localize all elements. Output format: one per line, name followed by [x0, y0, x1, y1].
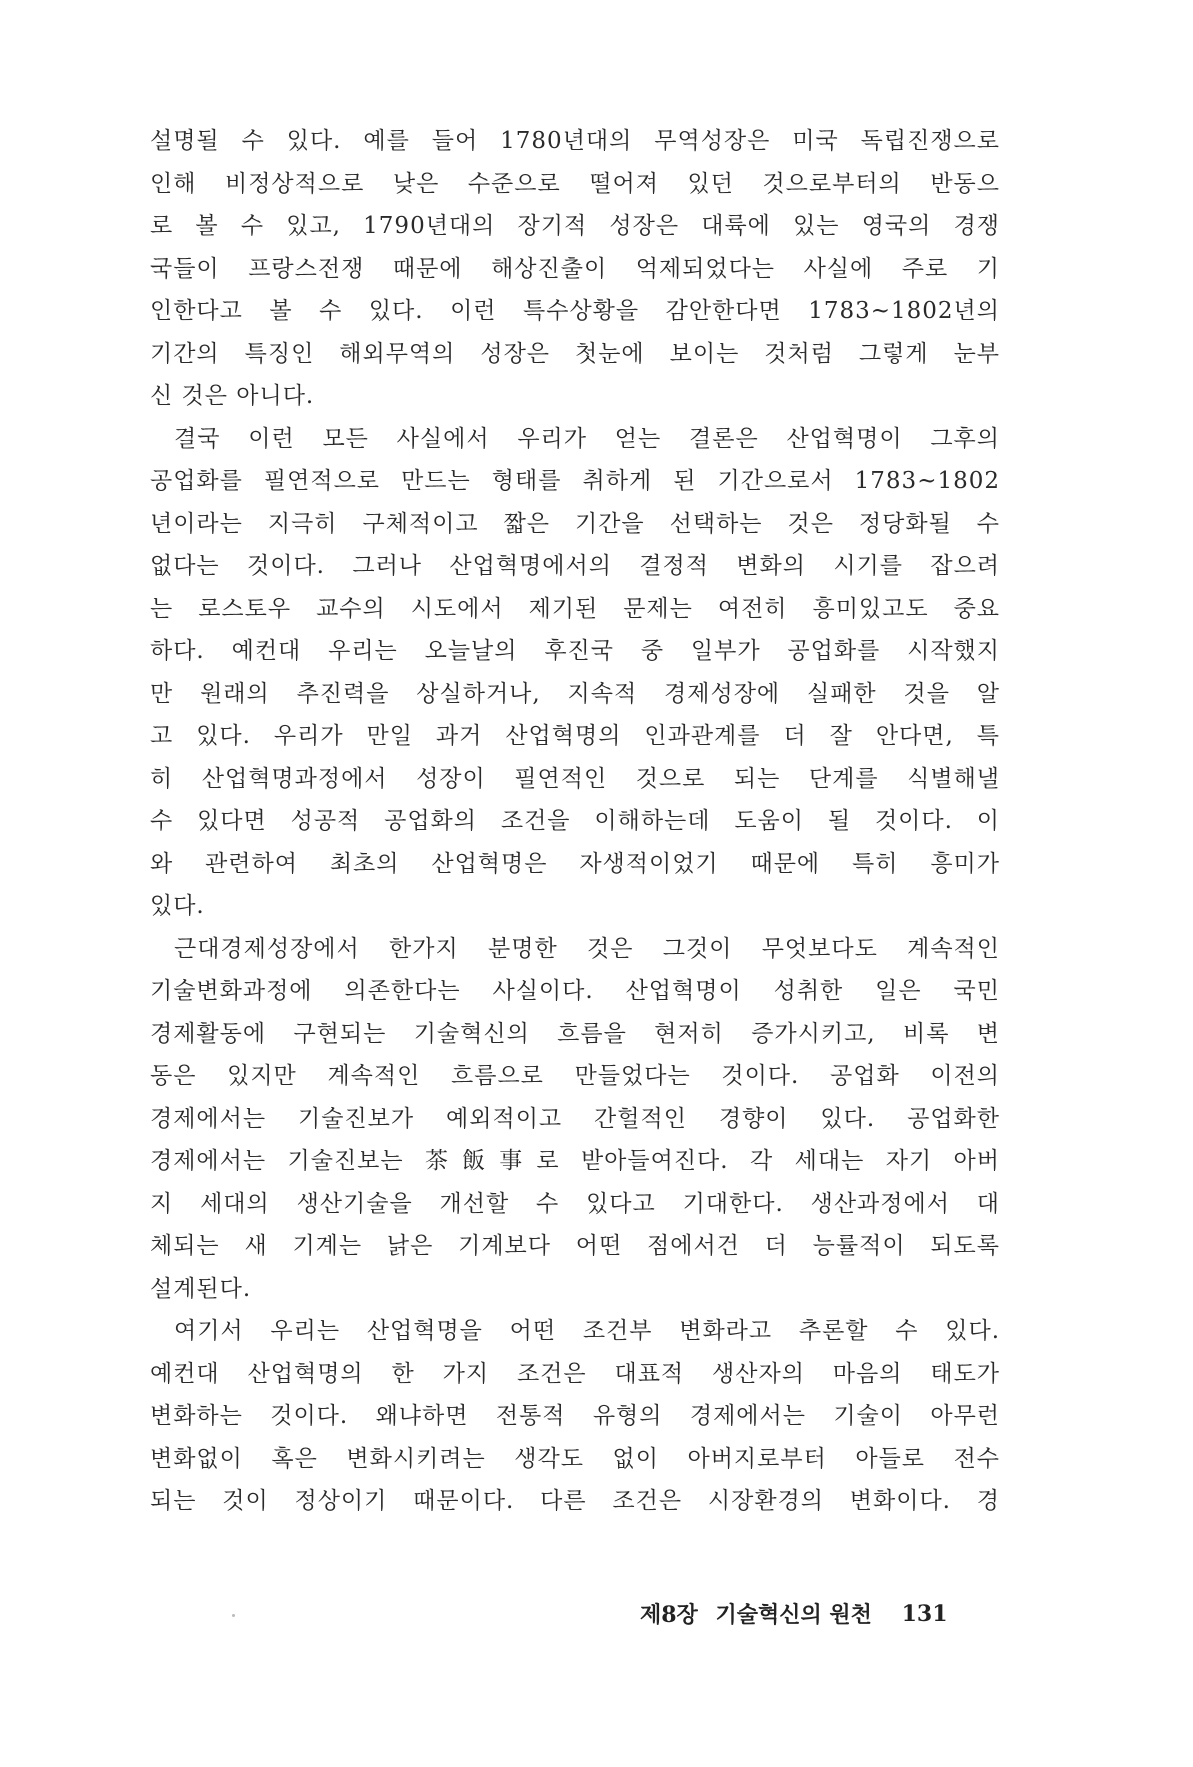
- text-line: 인해 비정상적으로 낮은 수준으로 떨어져 있던 것으로부터의 반동으: [150, 170, 1000, 197]
- chapter-title: 기술혁신의 원천: [715, 1602, 872, 1628]
- text-line: 변화없이 혹은 변화시키려는 생각도 없이 아버지로부터 아들로 전수: [150, 1445, 1001, 1472]
- text-line: 고 있다. 우리가 만일 과거 산업혁명의 인과관계를 더 잘 안다면, 특: [150, 723, 1000, 749]
- paragraph-2: [150, 418, 1000, 928]
- text-line: 체되는 새 기계는 낡은 기계보다 어떤 점에서건 더 능률적이 되도록: [150, 1233, 1000, 1259]
- chapter-number: 제8장: [640, 1602, 698, 1628]
- text-line: 인한다고 볼 수 있다. 이런 특수상황을 감안한다면 1783~1802년의: [150, 298, 1000, 324]
- text-line: 경제활동에 구현되는 기술혁신의 흐름을 현저히 증가시키고, 비록 변: [150, 1020, 1000, 1047]
- text-line: 만 원래의 추진력을 상실하거나, 지속적 경제성장에 실패한 것을 알: [150, 680, 1000, 707]
- text-line: 기간의 특징인 해외무역의 성장은 첫눈에 보이는 것처럼 그렇게 눈부: [150, 340, 1000, 367]
- text-line: 예컨대 산업혁명의 한 가지 조건은 대표적 생산자의 마음의 태도가: [150, 1360, 1000, 1387]
- text-line: 수 있다면 성공적 공업화의 조건을 이해하는데 도움이 될 것이다. 이: [150, 808, 1000, 834]
- text-line: 히 산업혁명과정에서 성장이 필연적인 것으로 되는 단계를 식별해낼: [150, 765, 1001, 792]
- text-line: 설명될 수 있다. 예를 들어 1780년대의 무역성장은 미국 독립진쟁으로: [150, 128, 1000, 154]
- text-line: 되는 것이 정상이기 때문이다. 다른 조건은 시장환경의 변화이다. 경: [150, 1488, 1000, 1514]
- page-body: [150, 120, 1000, 1523]
- text-line: 신 것은 아니다.: [150, 383, 315, 409]
- paragraph-1: [150, 120, 1000, 418]
- text-line: 설계된다.: [150, 1275, 252, 1302]
- page-number: 131: [901, 1600, 948, 1627]
- page-footer: [640, 1598, 1000, 1638]
- text-line: 공업화를 필연적으로 만드는 형태를 취하게 된 기간으로서 1783~1802: [150, 468, 1000, 494]
- text-line: 없다는 것이다. 그러나 산업혁명에서의 결정적 변화의 시기를 잡으려: [150, 553, 1000, 579]
- text-line: 로 볼 수 있고, 1790년대의 장기적 성장은 대륙에 있는 영국의 경쟁: [150, 213, 1000, 239]
- text-line: 국들이 프랑스전쟁 때문에 해상진출이 억제되었다는 사실에 주로 기: [150, 255, 1001, 282]
- text-line: 경제에서는 기술진보는 茶飯事로 받아들여진다. 각 세대는 자기 아버: [150, 1148, 1000, 1174]
- text-line: 하다. 예컨대 우리는 오늘날의 후진국 중 일부가 공업화를 시작했지: [150, 638, 1000, 664]
- text-line: 는 로스토우 교수의 시도에서 제기된 문제는 여전히 흥미있고도 중요: [150, 595, 1000, 622]
- text-line: 여기서 우리는 산업혁명을 어떤 조건부 변화라고 추론할 수 있다.: [174, 1318, 1000, 1344]
- scan-speck: [232, 1614, 235, 1617]
- paragraph-4: [150, 1310, 1000, 1523]
- text-line: 경제에서는 기술진보가 예외적이고 간헐적인 경향이 있다. 공업화한: [150, 1105, 1000, 1132]
- text-line: 년이라는 지극히 구체적이고 짧은 기간을 선택하는 것은 정당화될 수: [150, 510, 1000, 537]
- text-line: 변화하는 것이다. 왜냐하면 전통적 유형의 경제에서는 기술이 아무런: [150, 1403, 1000, 1429]
- text-line: 있다.: [150, 893, 205, 919]
- text-line: 결국 이런 모든 사실에서 우리가 얻는 결론은 산업혁명이 그후의: [174, 425, 1000, 452]
- text-line: 기술변화과정에 의존한다는 사실이다. 산업혁명이 성취한 일은 국민: [150, 978, 1000, 1004]
- text-line: 지 세대의 생산기술을 개선할 수 있다고 기대한다. 생산과정에서 대: [150, 1190, 1000, 1217]
- text-line: 동은 있지만 계속적인 흐름으로 만들었다는 것이다. 공업화 이전의: [150, 1063, 1000, 1089]
- text-line: 근대경제성장에서 한가지 분명한 것은 그것이 무엇보다도 계속적인: [174, 935, 1000, 962]
- text-line: 와 관련하여 최초의 산업혁명은 자생적이었기 때문에 특히 흥미가: [150, 850, 1000, 877]
- paragraph-3: [150, 928, 1000, 1311]
